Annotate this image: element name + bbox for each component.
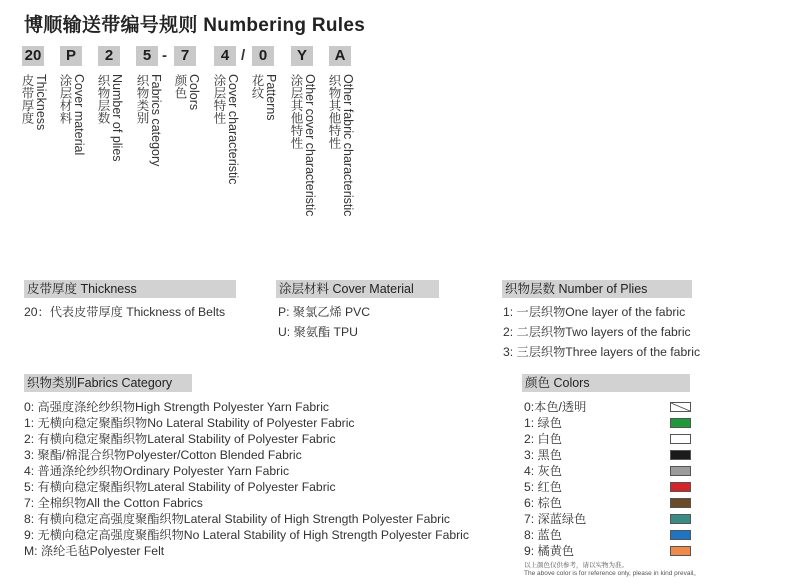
fabric-line-8: 8: 有横向稳定高强度聚酯织物Lateral Stability of High Strength Polyester Fabric — [24, 512, 451, 526]
label-patterns-en: Patterns — [264, 74, 278, 121]
thickness-heading: 皮带厚度 Thickness — [24, 280, 236, 298]
color-swatch-8 — [670, 530, 691, 540]
page-title: 博顺输送带编号规则 Numbering Rules — [24, 15, 366, 36]
label-colors-en: Colors — [187, 74, 201, 111]
label-other-cover-cn: 涂层其他特性 — [289, 74, 303, 149]
color-swatch-0 — [670, 402, 691, 412]
label-plies-en: Number of plies — [110, 74, 124, 162]
label-colors — [173, 74, 200, 110]
fabric-line-9: 9: 无横向稳定高强度聚酯织物No Lateral Stability of High Strength Polyester Fabric — [24, 528, 469, 542]
label-fabric-category-cn: 织物类别 — [135, 74, 149, 124]
color-swatch-5 — [670, 482, 691, 492]
label-plies — [96, 74, 123, 162]
fabric-line-2: 2: 有横向稳定聚酯织物Lateral Stability of Polyester Fabric — [24, 432, 336, 446]
color-label-2: 2: 白色 — [524, 432, 562, 446]
label-fabric-category-en: Fabrics category — [149, 74, 163, 167]
color-label-9: 9: 橘黄色 — [524, 544, 575, 558]
code-fabric-category: 5 — [136, 46, 158, 66]
label-thickness-en: Thickness — [34, 74, 48, 131]
color-swatch-1 — [670, 418, 691, 428]
color-label-4: 4: 灰色 — [524, 464, 562, 478]
label-other-cover — [289, 74, 316, 216]
code-other-fabric: A — [329, 46, 351, 66]
code-pattern: 0 — [252, 46, 274, 66]
fabric-line-0: 0: 高强度涤纶纱织物High Strength Polyester Yarn Fabric — [24, 400, 330, 414]
thickness-line: 20：代表皮带厚度 Thickness of Belts — [24, 305, 226, 319]
code-cover-material: P — [60, 46, 82, 66]
label-cover-characteristic-en: Cover characteristic — [226, 74, 240, 185]
color-note-en: The above color is for reference only, please in kind prevail。 — [524, 570, 700, 577]
label-other-cover-en: Other cover characteristic — [303, 74, 317, 217]
label-plies-cn: 织物层数 — [96, 74, 110, 124]
color-swatch-2 — [670, 434, 691, 444]
cover-line-pvc: P: 聚氯乙烯 PVC — [278, 305, 371, 319]
color-swatch-9 — [670, 546, 691, 556]
label-other-fabric — [327, 74, 354, 216]
color-label-5: 5: 红色 — [524, 480, 562, 494]
fabric-line-7: 7: 全棉织物All the Cotton Fabrics — [24, 496, 203, 510]
fabric-line-m: M: 涤纶毛毡Polyester Felt — [24, 544, 165, 558]
label-patterns-cn: 花纹 — [250, 74, 264, 99]
code-cover-characteristic: 4 — [214, 46, 236, 66]
label-patterns — [250, 74, 277, 121]
color-label-8: 8: 蓝色 — [524, 528, 562, 542]
label-cover-characteristic — [212, 74, 239, 184]
color-label-3: 3: 黑色 — [524, 448, 562, 462]
fabric-line-1: 1: 无横向稳定聚酯织物No Lateral Stability of Polyester Fabric — [24, 416, 355, 430]
code-thickness: 20 — [22, 46, 44, 66]
label-other-fabric-cn: 织物其他特性 — [327, 74, 341, 149]
code-plies: 2 — [98, 46, 120, 66]
plies-line-2: 2: 二层织物Two layers of the fabric — [503, 325, 691, 339]
color-label-7: 7: 深蓝绿色 — [524, 512, 587, 526]
color-label-6: 6: 棕色 — [524, 496, 562, 510]
label-colors-cn: 颜色 — [173, 74, 187, 99]
plies-line-3: 3: 三层织物Three layers of the fabric — [503, 345, 701, 359]
code-color: 7 — [174, 46, 196, 66]
color-swatch-7 — [670, 514, 691, 524]
label-cover-characteristic-cn: 涂层特性 — [212, 74, 226, 124]
fabrics-heading: 织物类别Fabrics Category — [24, 374, 192, 392]
cover-heading: 涂层材料 Cover Material — [276, 280, 439, 298]
label-thickness — [20, 74, 47, 130]
label-cover-material-en: Cover material — [72, 74, 86, 156]
color-note-cn: 以上颜色仅供参考，请以实物为准。 — [524, 562, 628, 569]
label-thickness-cn: 皮带厚度 — [20, 74, 34, 124]
fabric-line-3: 3: 聚酯/棉混合织物Polyester/Cotton Blended Fabric — [24, 448, 302, 462]
code-other-cover: Y — [291, 46, 313, 66]
color-swatch-6 — [670, 498, 691, 508]
colors-heading: 颜色 Colors — [522, 374, 690, 392]
color-swatch-4 — [670, 466, 691, 476]
label-fabric-category — [135, 74, 162, 166]
color-label-0: 0:本色/透明 — [524, 400, 587, 414]
color-swatch-3 — [670, 450, 691, 460]
color-label-1: 1: 绿色 — [524, 416, 562, 430]
plies-line-1: 1: 一层织物One layer of the fabric — [503, 305, 686, 319]
label-cover-material — [58, 74, 85, 155]
fabric-line-5: 5: 有横向稳定聚酯织物Lateral Stability of Polyester Fabric — [24, 480, 336, 494]
plies-heading: 织物层数 Number of Plies — [502, 280, 692, 298]
label-cover-material-cn: 涂层材料 — [58, 74, 72, 124]
label-other-fabric-en: Other fabric characteristic — [341, 74, 355, 217]
cover-line-tpu: U: 聚氨酯 TPU — [278, 325, 358, 339]
code-slash: / — [241, 47, 246, 64]
code-dash: - — [162, 47, 167, 64]
fabric-line-4: 4: 普通涤纶纱织物Ordinary Polyester Yarn Fabric — [24, 464, 290, 478]
